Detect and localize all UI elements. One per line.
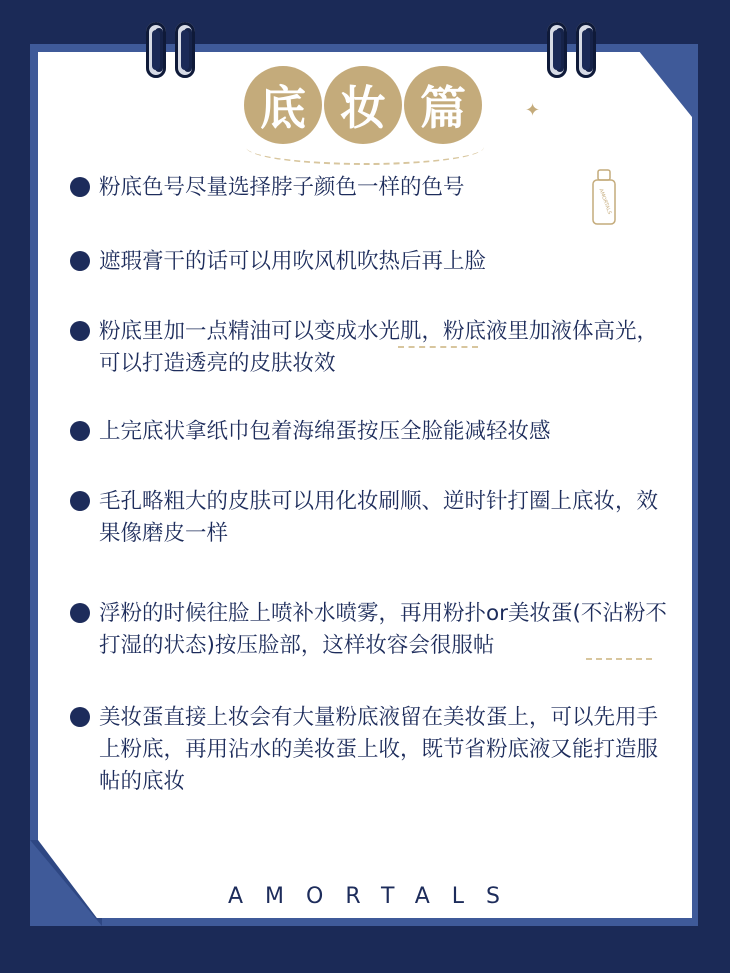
bullet-dot-icon bbox=[70, 603, 90, 623]
title-char: 篇 bbox=[404, 66, 482, 144]
highlight-underline bbox=[586, 652, 652, 660]
tip-text: 粉底里加一点精油可以变成水光肌，粉底液里加液体高光，可以打造透亮的皮肤妆效 bbox=[99, 319, 659, 376]
list-item bbox=[70, 172, 670, 204]
bullet-dot-icon bbox=[70, 251, 90, 271]
list-item bbox=[70, 316, 670, 380]
title-char: 底 bbox=[244, 66, 322, 144]
tip-text: 毛孔略粗大的皮肤可以用化妆刷顺、逆时针打圈上底妆，效果像磨皮一样 bbox=[99, 489, 659, 546]
bullet-dot-icon bbox=[70, 321, 90, 341]
brand-footer: AMORTALS bbox=[227, 884, 523, 909]
page-title bbox=[244, 66, 484, 146]
bullet-dot-icon bbox=[70, 421, 90, 441]
tip-text: 遮瑕膏干的话可以用吹风机吹热后再上脸 bbox=[99, 249, 487, 274]
tip-text: 粉底色号尽量选择脖子颜色一样的色号 bbox=[99, 175, 465, 200]
bullet-dot-icon bbox=[70, 707, 90, 727]
binder-ring-icon bbox=[146, 22, 166, 78]
list-item bbox=[70, 598, 670, 662]
tip-text: 上完底状拿纸巾包着海绵蛋按压全脸能减轻妆感 bbox=[99, 419, 551, 444]
list-item bbox=[70, 702, 670, 798]
sparkle-icon: ✦ bbox=[525, 100, 541, 121]
list-item bbox=[70, 246, 670, 278]
bullet-dot-icon bbox=[70, 491, 90, 511]
list-item bbox=[70, 416, 670, 448]
tip-text: 美妆蛋直接上妆会有大量粉底液留在美妆蛋上，可以先用手上粉底，再用沾水的美妆蛋上收，既节省粉底液又能打造服帖的底妆 bbox=[99, 705, 659, 794]
binder-ring-icon bbox=[547, 22, 567, 78]
highlight-underline bbox=[398, 340, 478, 348]
bullet-dot-icon bbox=[70, 177, 90, 197]
list-item bbox=[70, 486, 670, 550]
binder-ring-icon bbox=[175, 22, 195, 78]
title-char: 妆 bbox=[324, 66, 402, 144]
bottle-label: AMORTALS bbox=[597, 188, 613, 216]
tip-text: 浮粉的时候往脸上喷补水喷雾，再用粉扑or美妆蛋(不沾粉不打湿的状态)按压脸部，这样妆容会很服帖 bbox=[99, 601, 667, 658]
binder-ring-icon bbox=[576, 22, 596, 78]
